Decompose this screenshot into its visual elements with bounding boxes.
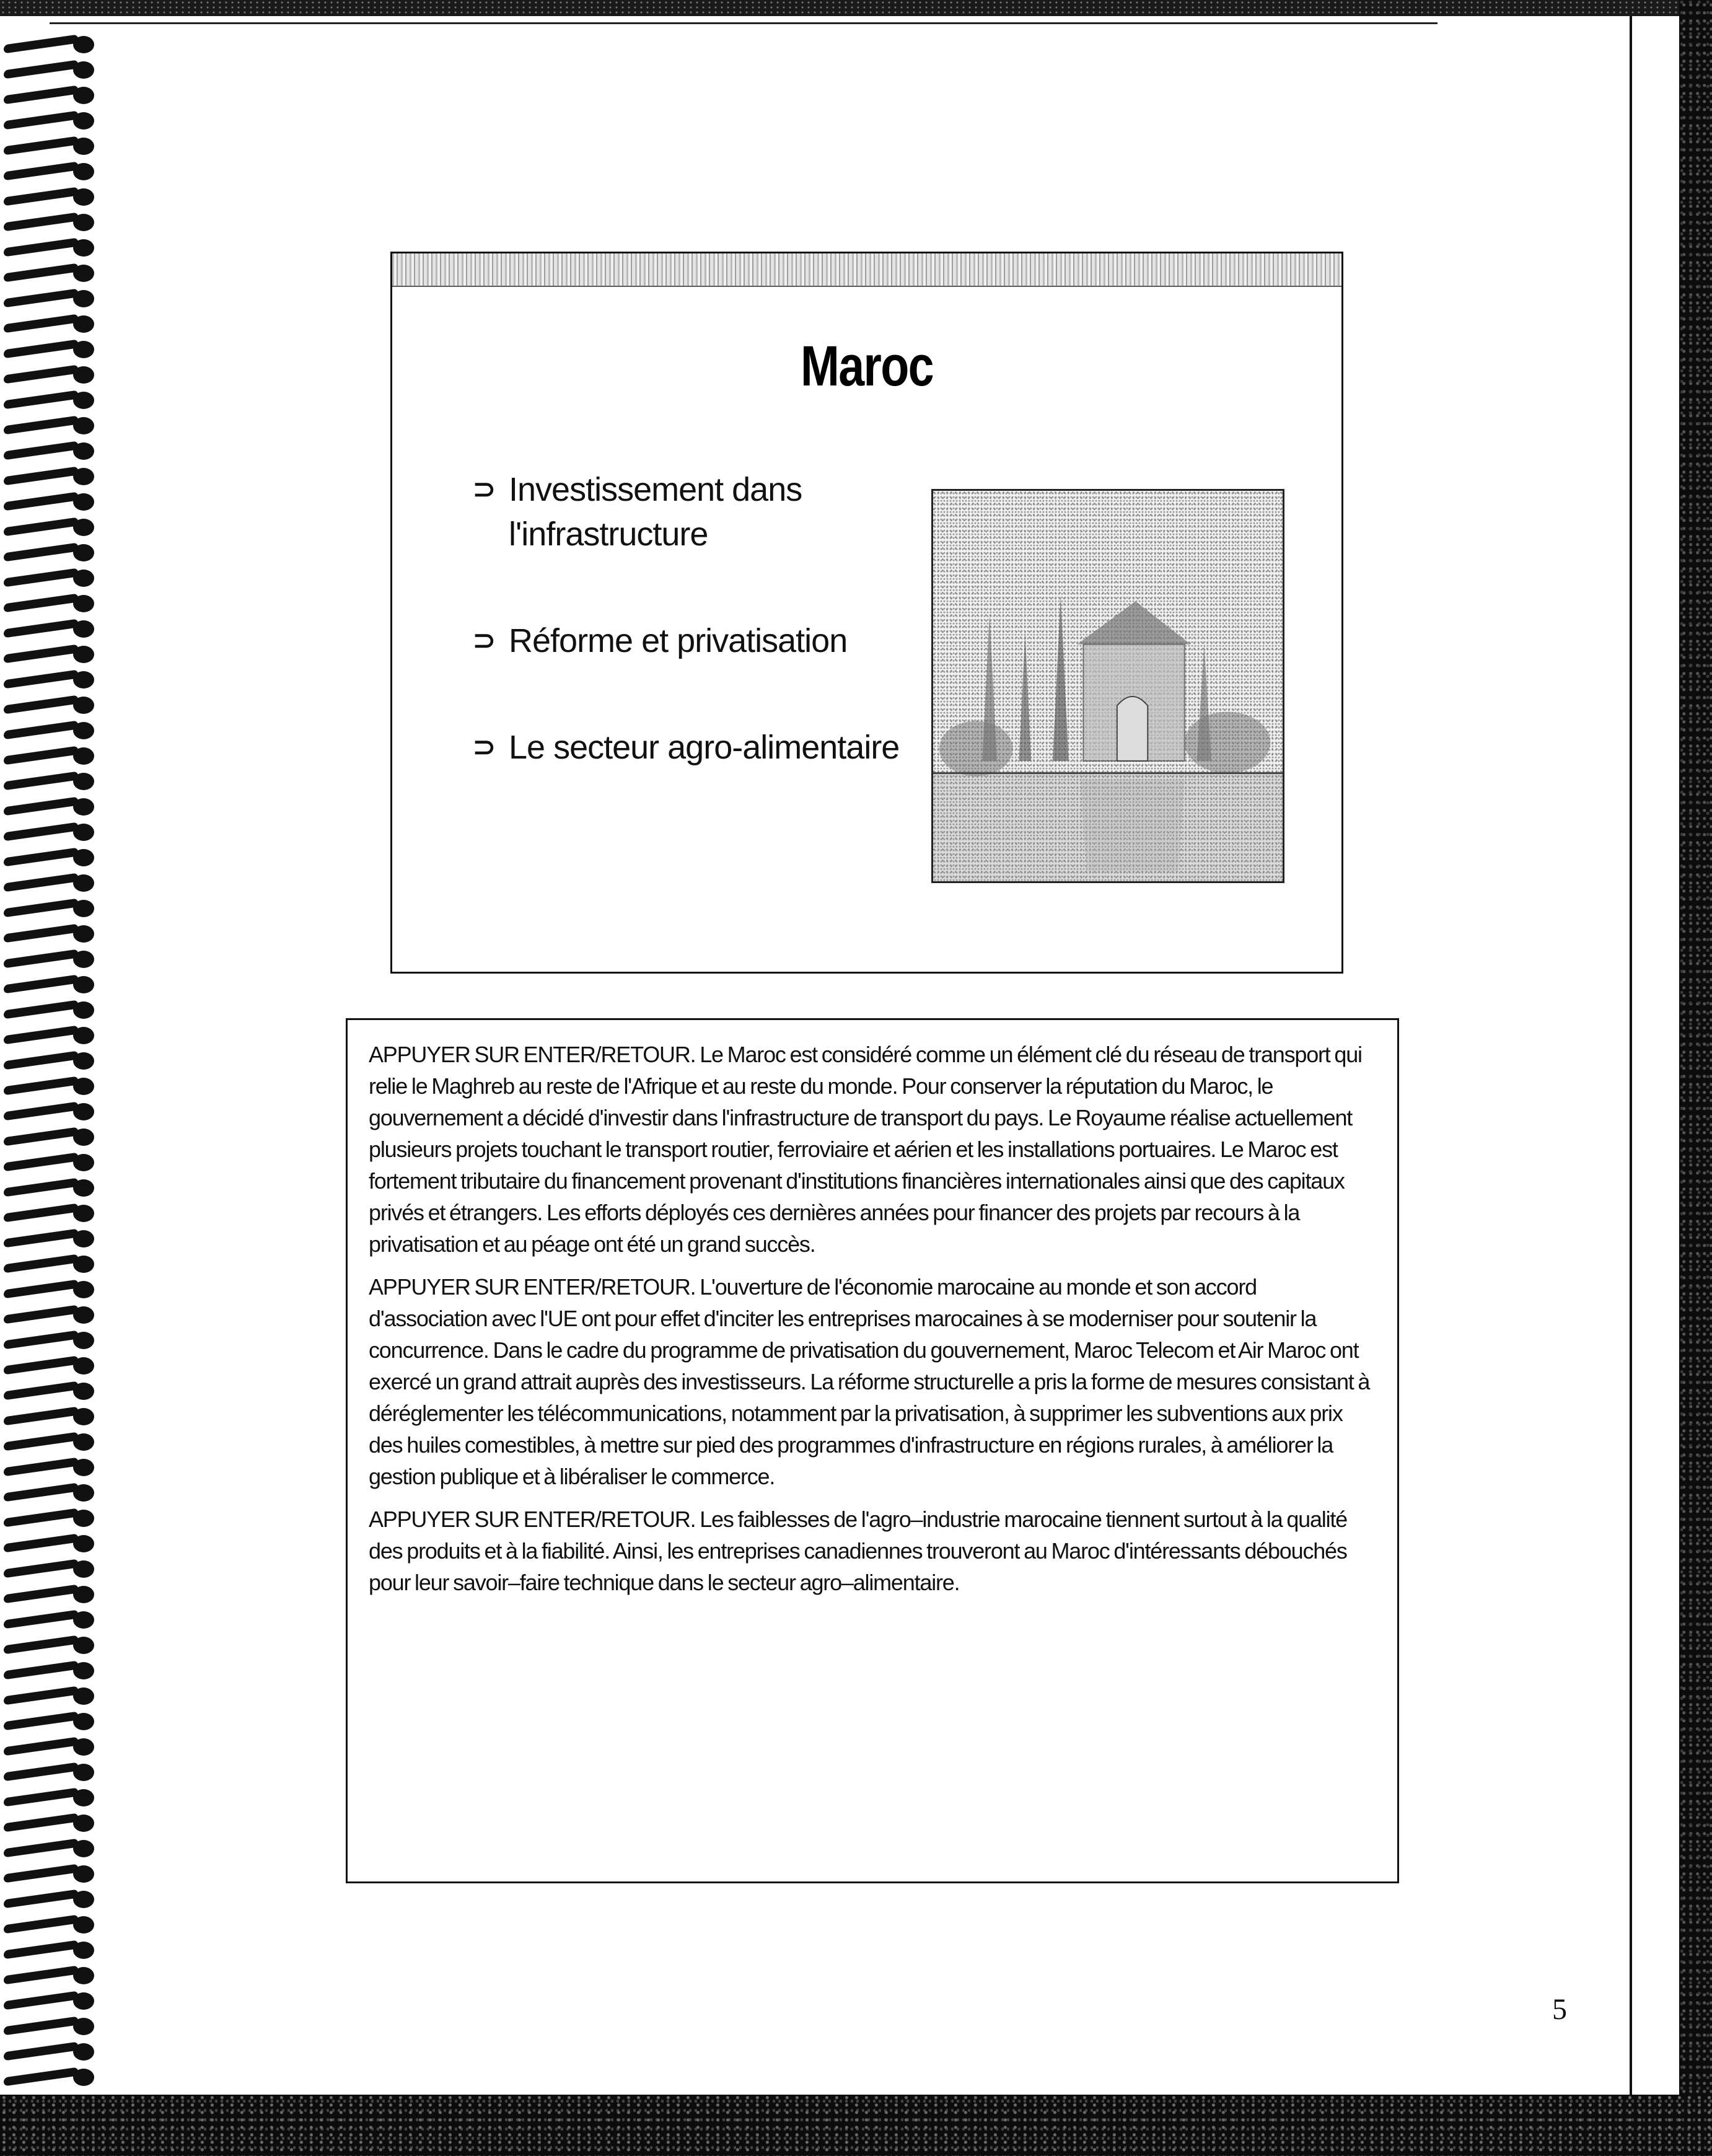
binding-coil (4, 1892, 97, 1906)
binding-coil (4, 1663, 97, 1677)
bullet-item (473, 467, 919, 557)
binding-coil (4, 672, 97, 686)
binding-coil (4, 571, 97, 584)
scan-edge-bottom (0, 2095, 1712, 2156)
slide-frame (390, 252, 1343, 974)
binding-coil (4, 113, 97, 127)
binding-coil (4, 317, 97, 330)
binding-coil (4, 1384, 97, 1397)
pavilion-illustration (933, 491, 1283, 881)
binding-coil (4, 1028, 97, 1042)
binding-coil (4, 1054, 97, 1067)
binding-coil (4, 1282, 97, 1296)
binding-coil (4, 1740, 97, 1753)
scan-edge-right (1679, 0, 1712, 2156)
slide-title: Maroc (801, 335, 933, 398)
binding-coil (4, 749, 97, 762)
binding-coil (4, 495, 97, 508)
binding-coil (4, 545, 97, 559)
binding-coil (4, 164, 97, 178)
binding-coil (4, 1358, 97, 1372)
binding-coil (4, 1587, 97, 1601)
binding-coil (4, 1968, 97, 1982)
binding-coil (4, 1714, 97, 1728)
binding-coil (4, 342, 97, 356)
binding-coil (4, 1231, 97, 1245)
bullet-arrow-icon: ⊃ (473, 732, 495, 762)
binding-coil (4, 774, 97, 788)
spiral-binding (0, 37, 105, 2095)
page-top-rule (50, 22, 1438, 24)
binding-coil (4, 1790, 97, 1804)
binding-coil (4, 1638, 97, 1652)
bullet-item (473, 725, 919, 770)
binding-coil (4, 190, 97, 203)
binding-coil (4, 825, 97, 838)
binding-coil (4, 1867, 97, 1880)
slide-bullet-list (473, 467, 919, 770)
binding-coil (4, 1765, 97, 1779)
binding-coil (4, 291, 97, 305)
binding-coil (4, 88, 97, 102)
notes-paragraph: APPUYER SUR ENTER/RETOUR. Le Maroc est considéré comme un élément clé du réseau de transport qui relie le Maghreb au reste de l'Afrique et au reste du monde. Pour conserver la réputation du Maroc, le gouvernement a décidé d'investir dans l'infrastructure de transport du pays. Le Royaume réalise actuellement plusieurs projets touchant le transport routier, ferroviaire et aérien et les installations portuaires. Le Maroc est fortement tributaire du financement provenant d'institutions financières internationales ainsi que des capitaux privés et étrangers. Les efforts déployés ces dernières années pour financer des projets par recours à la privatisation et au péage ont été un grand succès. (369, 1042, 1362, 1257)
binding-coil (4, 952, 97, 966)
bullet-item (473, 618, 919, 663)
slide-header-band (392, 253, 1341, 287)
binding-coil (4, 215, 97, 229)
binding-coil (4, 1816, 97, 1829)
scan-edge-top (0, 0, 1712, 16)
bullet-arrow-icon: ⊃ (473, 474, 495, 504)
binding-coil (4, 1104, 97, 1118)
binding-coil (4, 2019, 97, 2033)
binding-coil (4, 698, 97, 711)
binding-coil (4, 1841, 97, 1855)
binding-coil (4, 2070, 97, 2083)
bullet-text: Le secteur agro-alimentaire (509, 729, 900, 766)
binding-coil (4, 1511, 97, 1525)
binding-coil (4, 1333, 97, 1347)
binding-coil (4, 1943, 97, 1956)
binding-coil (4, 723, 97, 737)
moroccan-pavilion-photo (931, 489, 1284, 883)
binding-coil (4, 1409, 97, 1423)
binding-coil (4, 1079, 97, 1093)
binding-coil (4, 240, 97, 254)
binding-coil (4, 418, 97, 432)
bullet-text: Réforme et privatisation (509, 622, 848, 659)
binding-coil (4, 520, 97, 534)
page-right-border (1630, 16, 1682, 2095)
binding-coil (4, 901, 97, 915)
binding-coil (4, 876, 97, 889)
speaker-notes-box (346, 1018, 1399, 1883)
binding-coil (4, 469, 97, 483)
binding-coil (4, 799, 97, 813)
binding-coil (4, 2044, 97, 2058)
binding-coil (4, 1435, 97, 1448)
binding-coil (4, 1536, 97, 1550)
binding-coil (4, 1613, 97, 1626)
binding-coil (4, 139, 97, 152)
binding-coil (4, 1994, 97, 2007)
binding-coil (4, 1130, 97, 1143)
binding-coil (4, 1206, 97, 1220)
binding-coil (4, 1689, 97, 1702)
binding-coil (4, 444, 97, 457)
binding-coil (4, 1917, 97, 1931)
binding-coil (4, 367, 97, 381)
notes-paragraph: APPUYER SUR ENTER/RETOUR. L'ouverture de l'économie marocaine au monde et son accord d'association avec l'UE ont pour effet d'inciter les entreprises marocaines à se moderniser pour soutenir la concurrence. Dans le cadre du programme de privatisation du gouvernement, Maroc Telecom et Air Maroc ont exercé un grand attrait auprès des investisseurs. La réforme structurelle a pris la forme de mesures consistant à déréglementer les télécommunications, notamment par la privatisation, à supprimer les subventions aux prix des huiles comestibles, à mettre sur pied des programmes d'infrastructure en régions rurales, à améliorer la gestion publique et à libéraliser le commerce. (369, 1274, 1370, 1489)
bullet-text: Investissement dans l'infrastructure (509, 471, 802, 553)
binding-coil (4, 1181, 97, 1194)
binding-coil (4, 266, 97, 279)
binding-coil (4, 37, 97, 51)
binding-coil (4, 926, 97, 940)
page-number: 5 (1552, 1993, 1567, 2026)
binding-coil (4, 1003, 97, 1016)
binding-coil (4, 1155, 97, 1169)
binding-coil (4, 622, 97, 635)
binding-coil (4, 1308, 97, 1321)
binding-coil (4, 63, 97, 76)
binding-coil (4, 596, 97, 610)
binding-coil (4, 393, 97, 407)
binding-coil (4, 647, 97, 661)
notes-paragraph: APPUYER SUR ENTER/RETOUR. Les faiblesses de l'agro–industrie marocaine tiennent surtout à la qualité des produits et à la fiabilité. Ainsi, les entreprises canadiennes trouveront au Maroc d'intéressants débouchés pour leur savoir–faire technique dans le secteur agro–alimentaire. (369, 1507, 1348, 1595)
binding-coil (4, 1460, 97, 1474)
binding-coil (4, 977, 97, 991)
binding-coil (4, 1562, 97, 1575)
binding-coil (4, 1257, 97, 1270)
binding-coil (4, 850, 97, 864)
binding-coil (4, 1485, 97, 1499)
bullet-arrow-icon: ⊃ (473, 625, 495, 656)
